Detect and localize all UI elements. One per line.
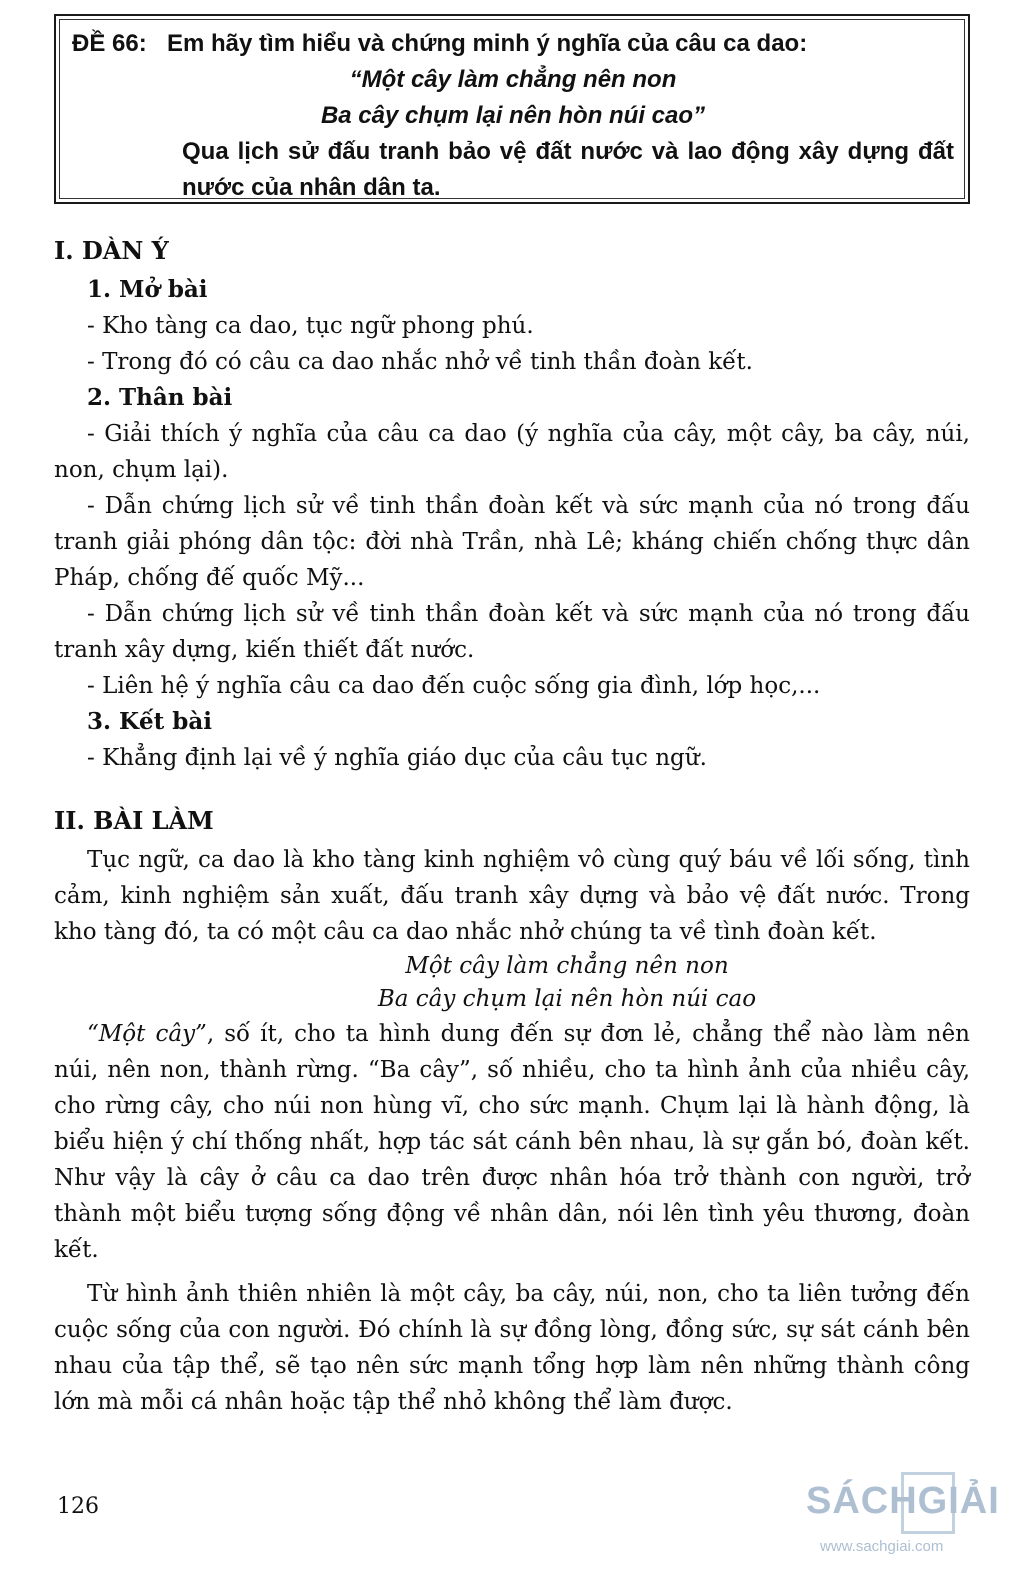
exercise-title-box: [54, 14, 970, 204]
outline-heading: I. DÀN Ý: [54, 236, 169, 265]
list-item: - Trong đó có câu ca dao nhắc nhở về tinh thần đoàn kết.: [87, 349, 753, 375]
exercise-prompt: Em hãy tìm hiểu và chứng minh ý nghĩa của câu ca dao:: [167, 30, 808, 57]
essay-heading: II. BÀI LÀM: [54, 806, 214, 835]
essay-paragraph-3: Từ hình ảnh thiên nhiên là một cây, ba cây, núi, non, cho ta liên tưởng đến cuộc sống của con người. Đó chính là sự đồng lòng, đồng sức, sự sát cánh bên nhau của tập thể, sẽ tạo nên sức mạnh tổng hợp làm nên những thành công lớn mà mỗi cá nhân hoặc tập thể nhỏ không thể làm được.: [54, 1281, 970, 1415]
section-spacer: [54, 776, 970, 804]
exercise-task: Qua lịch sử đấu tranh bảo vệ đất nước và lao động xây dựng đất nước của nhân dân ta.: [182, 138, 954, 201]
quote-line-1: “Một cây làm chẳng nên non: [349, 66, 677, 93]
exercise-title-line: [72, 26, 954, 62]
exercise-number: ĐỀ 66:: [72, 30, 147, 57]
page-number: 126: [57, 1494, 99, 1519]
conclusion-heading: 3. Kết bài: [87, 708, 212, 735]
essay-paragraph-2: [54, 1016, 970, 1268]
essay-paragraph-1: Tục ngữ, ca dao là kho tàng kinh nghiệm vô cùng quý báu về lối sống, tình cảm, kinh nghiệm sản xuất, đấu tranh xây dựng và bảo vệ đất nước. Trong kho tàng đó, ta có một câu ca dao nhắc nhở chúng ta về tình đoàn kết.: [54, 847, 970, 945]
poem-line-1: Một cây làm chẳng nên non: [405, 953, 729, 979]
body-heading: 2. Thân bài: [87, 384, 233, 411]
essay-paragraph-2-italic: “Một cây”: [87, 1021, 207, 1047]
essay-paragraph-2-text: , số ít, cho ta hình dung đến sự đơn lẻ, chẳng thể nào làm nên núi, nên non, thành rừng. “Ba cây”, số nhiều, cho ta hình ảnh của nhiều cây, cho rừng cây, cho núi non hùng vĩ, cho sức mạnh. Chụm lại là hành động, là biểu hiện ý chí thống nhất, hợp tác sát cánh bên nhau, là sự gắn bó, đoàn kết. Như vậy là cây ở câu ca dao trên được nhân hóa trở thành con người, trở thành một biểu tượng sống động về nhân dân, nói lên tình yêu thương, đoàn kết.: [54, 1021, 970, 1263]
watermark-logo: [806, 1466, 1024, 1566]
page-content: [54, 234, 970, 1420]
list-item: - Dẫn chứng lịch sử về tinh thần đoàn kết và sức mạnh của nó trong đấu tranh giải phóng dân tộc: đời nhà Trần, nhà Lê; kháng chiến chống thực dân Pháp, chống đế quốc Mỹ...: [54, 493, 970, 591]
poem-line-2: Ba cây chụm lại nên hòn núi cao: [377, 986, 757, 1012]
list-item: - Kho tàng ca dao, tục ngữ phong phú.: [87, 313, 534, 339]
list-item: - Dẫn chứng lịch sử về tinh thần đoàn kết và sức mạnh của nó trong đấu tranh xây dựng, kiến thiết đất nước.: [54, 601, 970, 663]
watermark-url: www.sachgiai.com: [820, 1538, 944, 1555]
paragraph-spacer: [54, 1268, 970, 1276]
list-item: - Giải thích ý nghĩa của câu ca dao (ý nghĩa của cây, một cây, ba cây, núi, non, chụm lại).: [54, 421, 970, 483]
list-item: - Liên hệ ý nghĩa câu ca dao đến cuộc sống gia đình, lớp học,...: [87, 673, 821, 699]
list-item: - Khẳng định lại về ý nghĩa giáo dục của câu tục ngữ.: [87, 745, 707, 771]
quote-line-2: Ba cây chụm lại nên hòn núi cao”: [320, 102, 706, 129]
watermark-text: SÁCHGIẢI: [806, 1480, 1000, 1522]
intro-heading: 1. Mở bài: [87, 276, 208, 303]
